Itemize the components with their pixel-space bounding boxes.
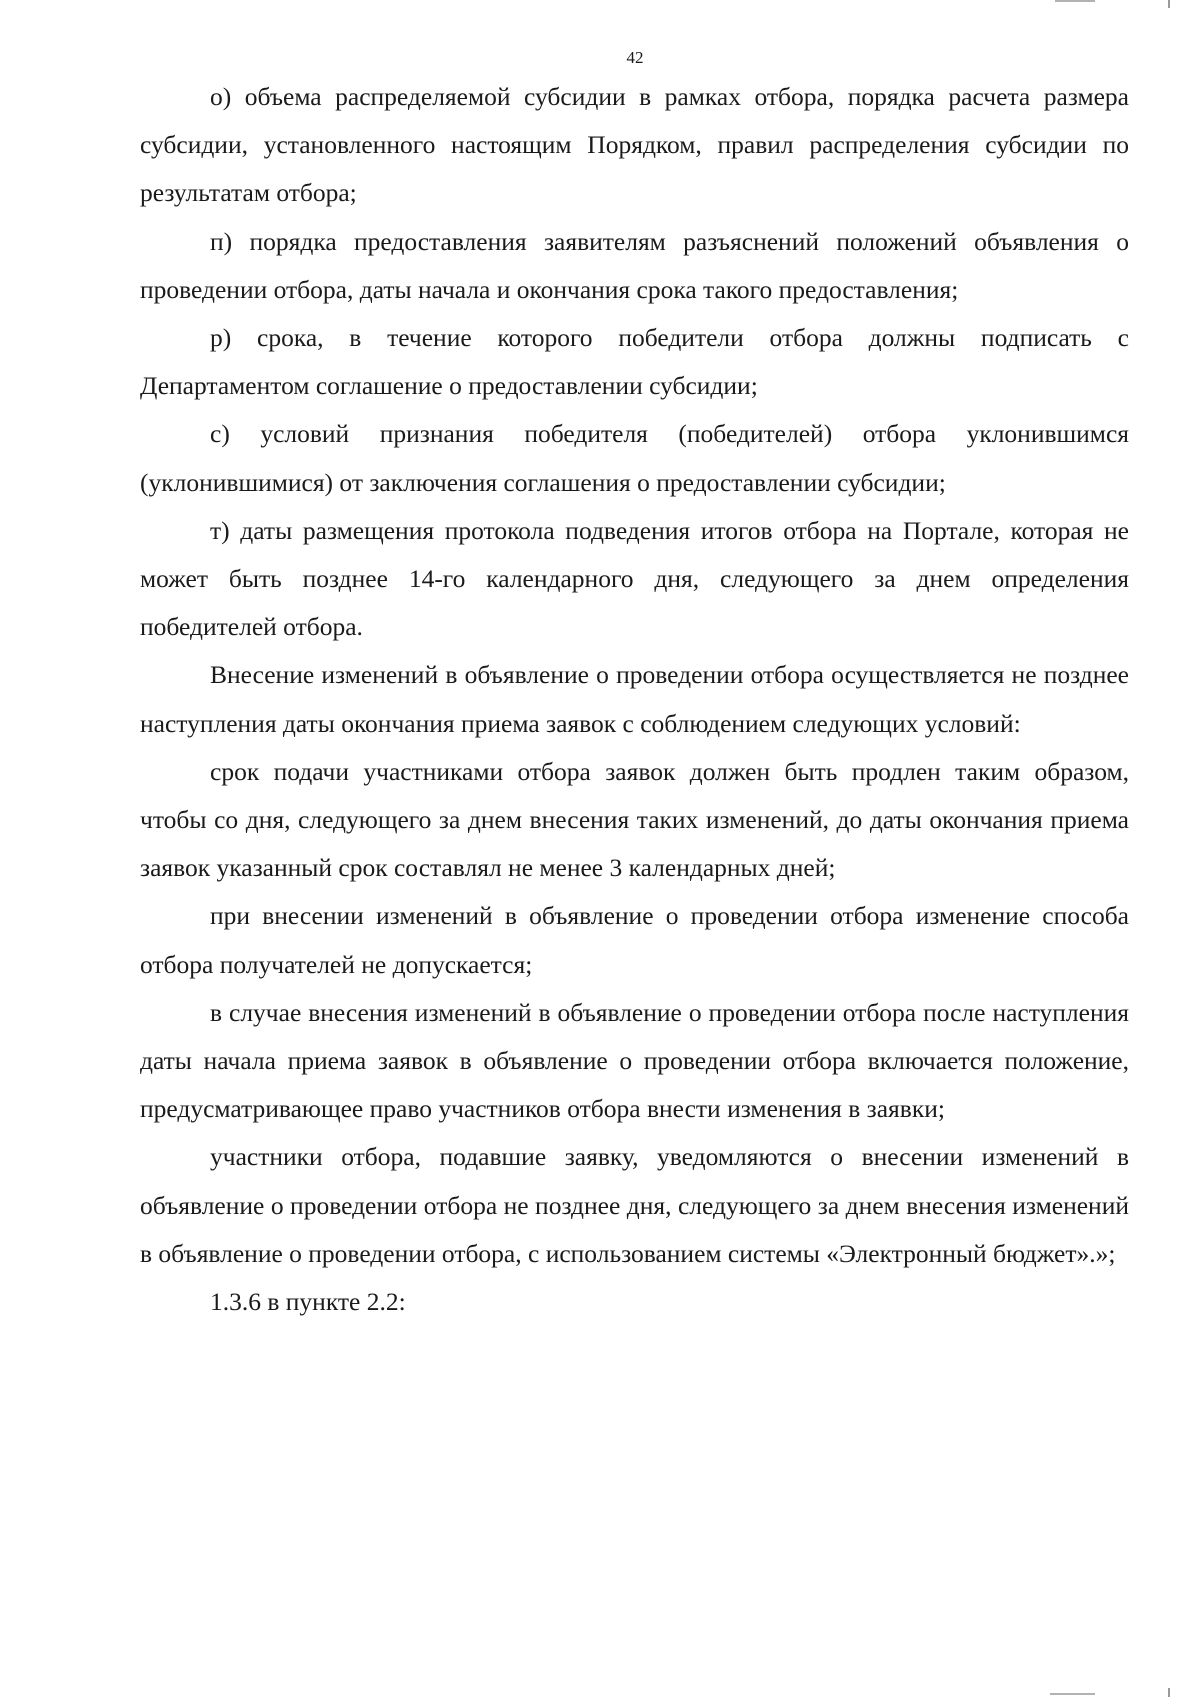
page-number: 42 xyxy=(626,48,644,67)
paragraph-section-1-3-6: 1.3.6 в пункте 2.2: xyxy=(210,1287,406,1317)
paragraph-participant-notification: участники отбора, подавшие заявку, уведомляются о внесении изменений в объявление о проведении отбора не позднее дня, следующего за днем внесения изменений в объявление о проведении отбора, с использованием системы «Электронный бюджет».»; xyxy=(140,1142,1129,1268)
document-body xyxy=(140,73,1129,1326)
scan-artifact-bottom-edge xyxy=(1168,1688,1170,1697)
paragraph-item-t: т) даты размещения протокола подведения итогов отбора на Портале, которая не может быть позднее 14-го календарного дня, следующего за днем определения победителей отбора. xyxy=(140,515,1129,642)
scan-artifact-top-right xyxy=(1055,0,1095,2)
paragraph-item-s: с) условий признания победителя (победителей) отбора уклонившимся (уклонившимися) от заключения соглашения о предоставлении субсидии; xyxy=(140,419,1129,497)
scan-artifact-top-edge xyxy=(1168,0,1170,8)
scan-artifact-bottom-right xyxy=(1050,1693,1095,1695)
paragraph-deadline-extension: срок подачи участниками отбора заявок должен быть продлен таким образом, чтобы со дня, следующего за днем внесения таких изменений, до даты окончания приема заявок указанный срок составлял не менее 3 календарных дней; xyxy=(140,756,1129,883)
paragraph-item-r: р) срока, в течение которого победители отбора должны подписать с Департаментом соглашение о предоставлении субсидии; xyxy=(140,323,1129,401)
paragraph-amendment-after-start: в случае внесения изменений в объявление о проведении отбора после наступления даты начала приема заявок в объявление о проведении отбора включается положение, предусматривающее право участников отбора внести изменения в заявки; xyxy=(140,997,1129,1124)
paragraph-method-change: при внесении изменений в объявление о проведении отбора изменение способа отбора получателей не допускается; xyxy=(140,901,1129,979)
paragraph-item-p: п) порядка предоставления заявителям разъяснений положений объявления о проведении отбора, даты начала и окончания срока такого предоставления; xyxy=(140,226,1129,304)
paragraph-amendment-conditions: Внесение изменений в объявление о проведении отбора осуществляется не позднее наступления даты окончания приема заявок с соблюдением следующих условий: xyxy=(140,660,1129,738)
paragraph-item-o: о) объема распределяемой субсидии в рамках отбора, порядка расчета размера субсидии, установленного настоящим Порядком, правил распределения субсидии по результатам отбора; xyxy=(140,82,1129,208)
